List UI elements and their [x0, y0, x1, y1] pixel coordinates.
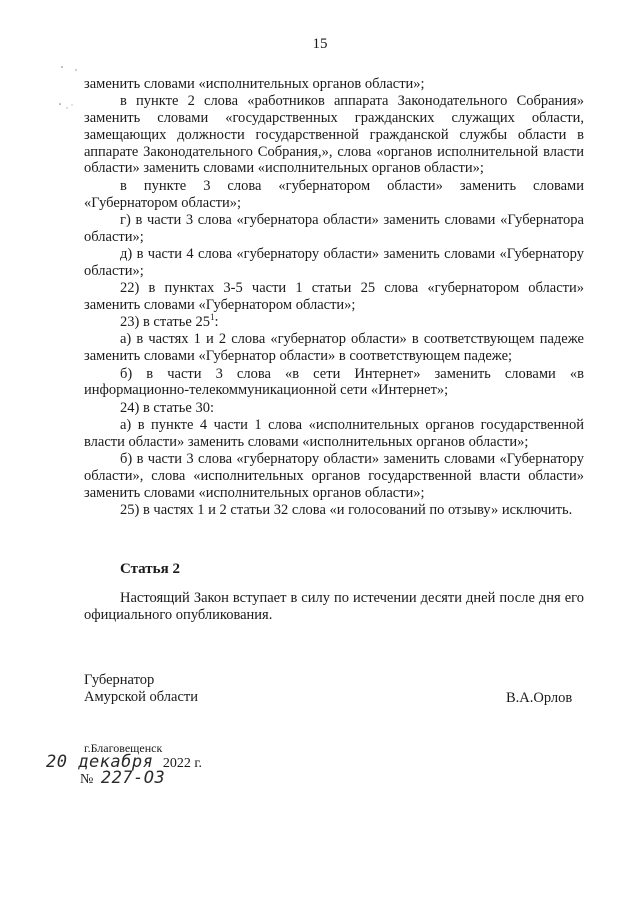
number-sign: № [80, 772, 94, 787]
paragraph: заменить словами «исполнительных органов области»; [84, 76, 425, 92]
signer-title [84, 672, 198, 705]
paragraph: б) в части 3 слова «в сети Интернет» заменить словами «в информационно-телекоммуникационной сети «Интернет»; [84, 365, 584, 399]
paragraph: 25) в частях 1 и 2 статьи 32 слова «и голосований по отзыву» исключить. [120, 501, 573, 518]
paragraph: а) в частях 1 и 2 слова «губернатор области» в соответствующем падеже заменить словами «Губернатор области» в соответствующем падеже; [84, 331, 584, 365]
paragraph: 24) в статье 30: [120, 399, 214, 416]
signer-position: Губернатор [84, 672, 155, 688]
paragraph: в пункте 3 слова «губернатором области» заменить словами «Губернатором области»; [84, 177, 584, 211]
paragraph: г) в части 3 слова «губернатора области» заменить словами «Губернатора области»; [84, 211, 584, 245]
page-number: 15 [312, 36, 328, 52]
signer-name: В.А.Орлов [506, 690, 573, 706]
year: 2022 г. [162, 756, 203, 771]
paragraph-text: 23) в статье 25 [120, 314, 210, 331]
superscript: 1 [209, 312, 215, 323]
article-heading: Статья 2 [120, 561, 180, 577]
place-of-signing: г.Благовещенск [84, 741, 163, 755]
paragraph: 22) в пунктах 3-5 части 1 статьи 25 слова «губернатором области» заменить словами «Губернатором области»; [84, 280, 584, 313]
colon: : [214, 314, 219, 331]
paragraph: а) в пункте 4 части 1 слова «исполнительных органов государственной власти области» заменить словами «исполнительных органов области»; [84, 416, 584, 450]
article-text: Настоящий Закон вступает в силу по истечении десяти дней после дня его официального опубликования. [84, 590, 584, 623]
law-number [80, 768, 165, 788]
amendments-text [84, 76, 584, 519]
handwritten-date: 20 декабря [46, 752, 154, 772]
paragraph: д) в части 4 слова «губернатору области» заменить словами «Губернатору области»; [84, 245, 584, 279]
paragraph-article-25-1 [84, 314, 584, 331]
signer-region: Амурской области [84, 688, 198, 705]
handwritten-number: 227-ОЗ [100, 768, 166, 788]
paragraph: б) в части 3 слова «губернатору области» заменить словами «Губернатору области», слова «исполнительных органов государственной власти области» заменить словами «исполнительных органов области»; [84, 451, 584, 501]
paragraph: в пункте 2 слова «работников аппарата Законодательного Собрания» заменить словами «государственных гражданских служащих области, замещающих должности государственной гражданской службы области в аппарате Законодательного Собрания,», слова «органов исполнительной власти области» заменить словами «исполнительных органов области»; [84, 93, 584, 177]
